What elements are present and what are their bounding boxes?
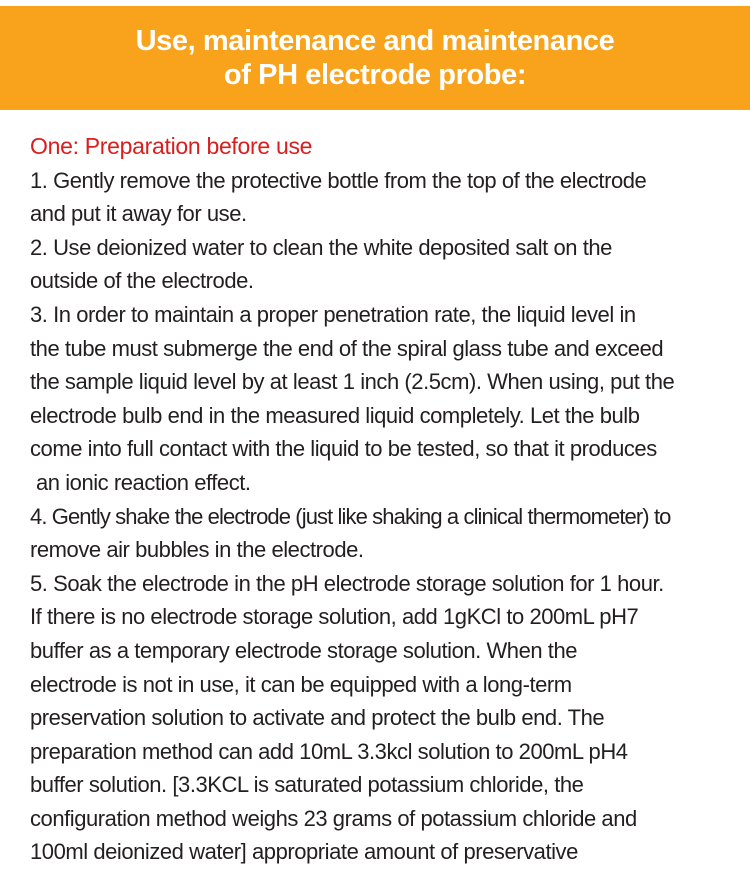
text-line-12: remove air bubbles in the electrode. <box>30 537 364 563</box>
text-line-6: the tube must submerge the end of the spiral glass tube and exceed <box>30 335 664 361</box>
text-line-16: electrode is not in use, it can be equipped with a long-term <box>30 671 572 697</box>
text-line-9: come into full contact with the liquid to be tested, so that it produces <box>30 436 657 462</box>
text-line-2: and put it away for use. <box>30 201 247 227</box>
text-line-11: 4. Gently shake the electrode (just like shaking a clinical thermometer) to <box>30 503 671 529</box>
text-line-13: 5. Soak the electrode in the pH electrode storage solution for 1 hour. <box>30 570 664 596</box>
title-banner <box>0 6 750 110</box>
text-line-20: configuration method weighs 23 grams of potassium chloride and <box>30 805 637 831</box>
instructions-body <box>0 110 750 869</box>
text-line-1: 1. Gently remove the protective bottle from the top of the electrode <box>30 167 647 193</box>
text-line-19: buffer solution. [3.3KCL is saturated potassium chloride, the <box>30 772 584 798</box>
text-line-15: buffer as a temporary electrode storage solution. When the <box>30 637 578 663</box>
text-line-5: 3. In order to maintain a proper penetration rate, the liquid level in <box>30 301 636 327</box>
banner-title-line-2: of PH electrode probe: <box>223 59 527 91</box>
text-line-8: electrode bulb end in the measured liquid completely. Let the bulb <box>30 402 640 428</box>
text-line-17: preservation solution to activate and protect the bulb end. The <box>30 705 605 731</box>
text-line-10: an ionic reaction effect. <box>36 469 251 495</box>
text-line-4: outside of the electrode. <box>30 268 254 294</box>
text-line-18: preparation method can add 10mL 3.3kcl solution to 200mL pH4 <box>30 738 628 764</box>
text-line-14: If there is no electrode storage solution, add 1gKCl to 200mL pH7 <box>30 604 639 630</box>
text-line-21: 100ml deionized water] appropriate amount of preservative <box>30 839 578 865</box>
text-line-7: the sample liquid level by at least 1 inch (2.5cm). When using, put the <box>30 369 675 395</box>
section-heading: One: Preparation before use <box>30 133 313 159</box>
text-line-3: 2. Use deionized water to clean the white deposited salt on the <box>30 234 612 260</box>
banner-title-line-1: Use, maintenance and maintenance <box>135 25 615 57</box>
